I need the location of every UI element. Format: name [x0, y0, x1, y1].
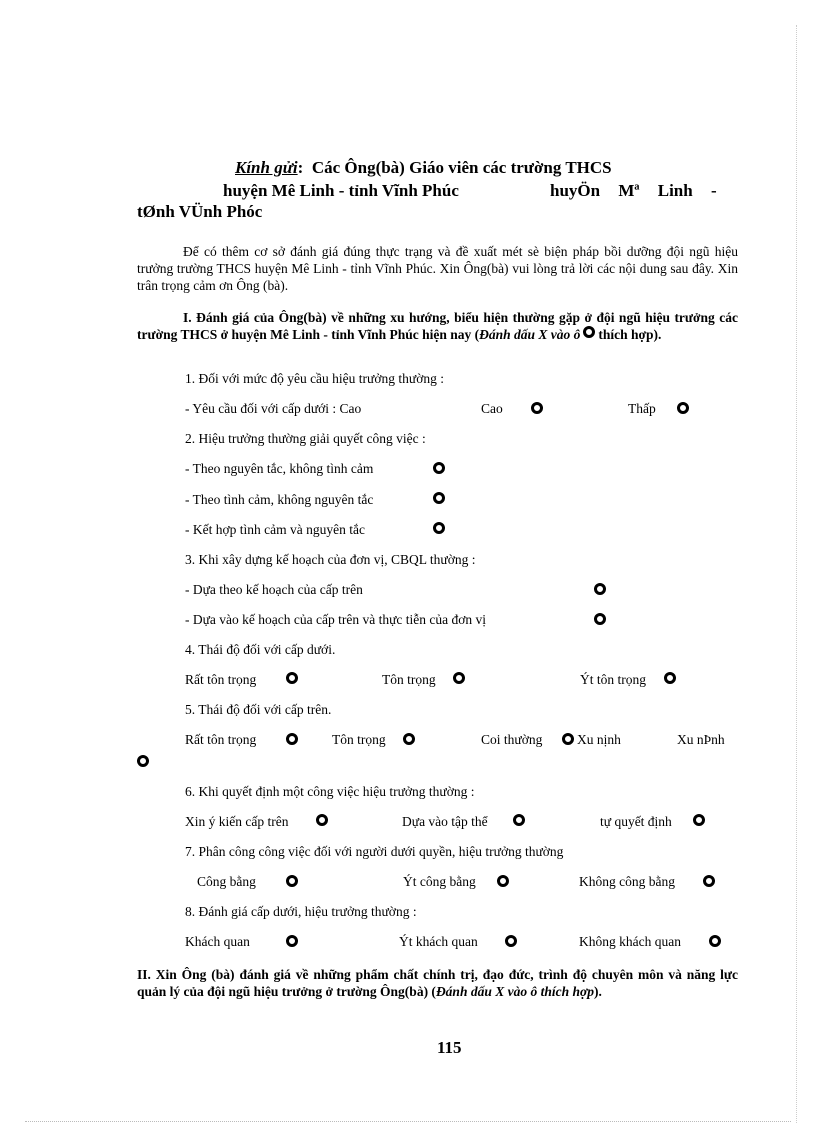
q7-opt2-label: Ýt công bằng	[403, 874, 476, 889]
section-2-text: II. Xin Ông (bà) đánh giá về những phẩm chất chính trị, đạo đức, trình độ chuyên môn và năng lực quản lý của đội ngũ hiệu trưởng ở trường Ông(bà) (	[137, 967, 738, 999]
q6-opt2-label: Dựa vào tập thể	[402, 814, 488, 829]
q3-opt2-label: - Dựa vào kế hoạch của cấp trên và thực tiễn của đơn vị	[185, 612, 487, 627]
q3-opt2-checkbox[interactable]	[594, 613, 606, 625]
q5-opt5-label: Xu nÞnh	[677, 732, 725, 747]
q6-opt2-checkbox[interactable]	[513, 814, 525, 826]
q2-opt1-label: - Theo nguyên tắc, không tình cảm	[185, 461, 374, 476]
section-1-text: I. Đánh giá của Ông(bà) về những xu hướng, biểu hiện thường gặp ở đội ngũ hiệu trưởng các trường THCS ở huyện Mê Linh - tỉnh Vĩnh Phúc hiện nay (	[137, 310, 738, 342]
q3-opt1-checkbox[interactable]	[594, 583, 606, 595]
q5-opt4-checkbox[interactable]	[137, 755, 149, 767]
q5-opt4-label: Xu nịnh	[577, 732, 621, 747]
q4-opt2-label: Tôn trọng	[382, 672, 436, 687]
q4-opt1-label: Rất tôn trọng	[185, 672, 257, 687]
q4-opt1-checkbox[interactable]	[286, 672, 298, 684]
q5-opt3-checkbox[interactable]	[562, 733, 574, 745]
q1-title: 1. Đối với mức độ yêu cầu hiệu trưởng thường :	[185, 371, 444, 386]
page-number: 115	[437, 1038, 462, 1057]
q2-opt1-checkbox[interactable]	[433, 462, 445, 474]
q1-opt1-label: Cao	[481, 401, 503, 416]
page-bottom-divider	[25, 1121, 791, 1122]
section-1-heading	[137, 309, 738, 343]
section-1-italic: Đánh dấu X vào ô	[479, 327, 581, 342]
q2-title: 2. Hiệu trưởng thường giải quyết công việc :	[185, 431, 426, 446]
section-2-heading	[137, 966, 738, 1000]
checkbox-circle-icon	[583, 326, 595, 338]
salutation-line	[235, 158, 612, 178]
q5-opt3-label: Coi thường	[481, 732, 543, 747]
q7-opt3-label: Không công bằng	[579, 874, 675, 889]
q8-opt3-label: Không khách quan	[579, 934, 681, 949]
q7-opt1-checkbox[interactable]	[286, 875, 298, 887]
q5-title: 5. Thái độ đối với cấp trên.	[185, 702, 332, 717]
q4-title: 4. Thái độ đối với cấp dưới.	[185, 642, 336, 657]
q2-opt3-checkbox[interactable]	[433, 522, 445, 534]
q1-opt2-checkbox[interactable]	[677, 402, 689, 414]
section-2-tail: ).	[593, 984, 602, 999]
q8-opt2-label: Ýt khách quan	[399, 934, 478, 949]
q6-opt3-checkbox[interactable]	[693, 814, 705, 826]
q3-opt1-label: - Dựa theo kế hoạch của cấp trên	[185, 582, 363, 597]
q4-opt3-checkbox[interactable]	[664, 672, 676, 684]
q6-opt1-checkbox[interactable]	[316, 814, 328, 826]
q4-opt3-label: Ýt tôn trọng	[580, 672, 646, 687]
q7-title: 7. Phân công công việc đối với người dưới quyền, hiệu trưởng thường	[185, 844, 564, 859]
garbled-text-2: tØnh VÜnh Phóc	[137, 202, 263, 221]
q5-opt1-checkbox[interactable]	[286, 733, 298, 745]
section-1-tail: thích hợp).	[598, 327, 662, 342]
salutation-label: Kính gửi	[235, 158, 298, 177]
q3-title: 3. Khi xây dựng kế hoạch của đơn vị, CBQL thường :	[185, 552, 476, 567]
q8-opt2-checkbox[interactable]	[505, 935, 517, 947]
q1-opt1-checkbox[interactable]	[531, 402, 543, 414]
section-2-italic: Đánh dấu X vào ô thích hợp	[435, 984, 594, 999]
q2-opt3-label: - Kết hợp tình cảm và nguyên tắc	[185, 522, 365, 537]
q1-opt2-label: Thấp	[628, 401, 656, 416]
q2-opt2-checkbox[interactable]	[433, 492, 445, 504]
q5-opt2-checkbox[interactable]	[403, 733, 415, 745]
q7-opt1-label: Công bằng	[197, 874, 256, 889]
garbled-text-1: huyÖn Mª Linh -	[550, 181, 717, 200]
recipient-text: Các Ông(bà) Giáo viên các trường THCS	[311, 158, 612, 177]
q8-opt3-checkbox[interactable]	[709, 935, 721, 947]
intro-paragraph: Để có thêm cơ sở đánh giá đúng thực trạng và đề xuất mét sè biện pháp bồi dưỡng đội ngũ hiệu trưởng trường THCS huyện Mê Linh - tỉnh Vĩnh Phúc. Xin Ông(bà) vui lòng trả lời các nội dung sau đây. Xin trân trọng cảm ơn Ông (bà).	[137, 244, 738, 293]
q7-opt2-checkbox[interactable]	[497, 875, 509, 887]
q6-opt3-label: tự quyết định	[600, 814, 672, 829]
q5-opt1-label: Rất tôn trọng	[185, 732, 257, 747]
q2-opt2-label: - Theo tình cảm, không nguyên tắc	[185, 492, 374, 507]
salutation-colon: :	[297, 158, 304, 177]
q1-row-label: - Yêu cầu đối với cấp dưới : Cao	[185, 401, 362, 416]
q7-opt3-checkbox[interactable]	[703, 875, 715, 887]
q4-opt2-checkbox[interactable]	[453, 672, 465, 684]
q8-opt1-label: Khách quan	[185, 934, 250, 949]
district-text: huyện Mê Linh - tỉnh Vĩnh Phúc	[223, 181, 459, 200]
q6-opt1-label: Xin ý kiến cấp trên	[185, 814, 289, 829]
q5-opt2-label: Tôn trọng	[332, 732, 386, 747]
q8-opt1-checkbox[interactable]	[286, 935, 298, 947]
page-right-divider	[796, 25, 797, 1123]
q6-title: 6. Khi quyết định một công việc hiệu trưởng thường :	[185, 784, 475, 799]
q8-title: 8. Đánh giá cấp dưới, hiệu trưởng thường :	[185, 904, 417, 919]
